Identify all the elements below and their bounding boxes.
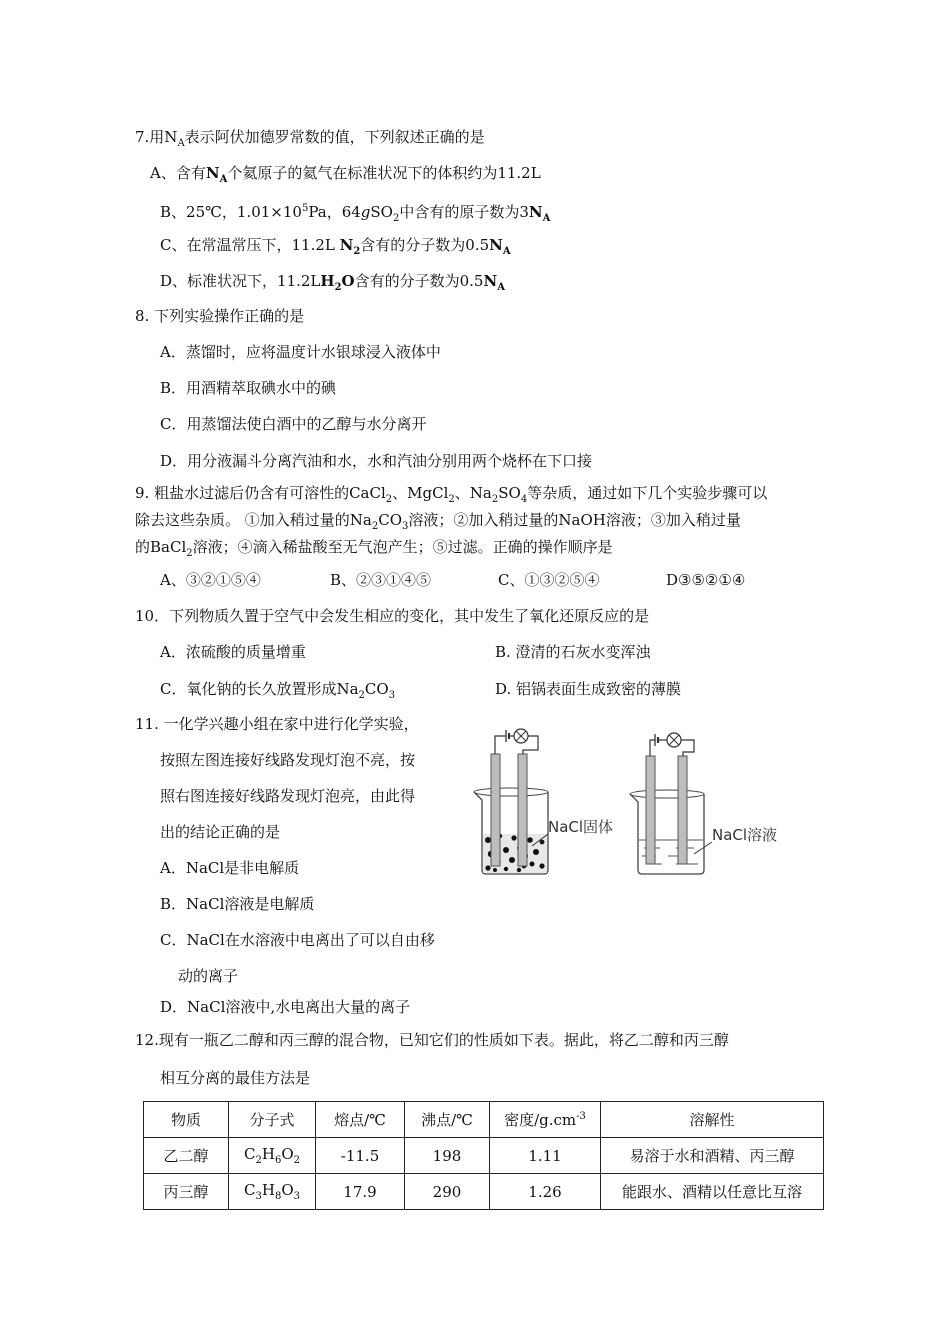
q9-option-d: D③⑤②①④ [666, 571, 746, 589]
cell-melting-point: -11.5 [316, 1138, 405, 1174]
table-header-row [144, 1102, 824, 1138]
q9-stem-line3: 的BaCl$_2$溶液；④滴入稀盐酸至无气泡产生；⑤过滤。正确的操作顺序是 [135, 538, 613, 559]
header-boiling-point: 沸点/℃ [405, 1102, 490, 1138]
cell-formula: $C_2H_6O_2$ [229, 1138, 316, 1174]
q7-option-a: A、含有$N_A$个氦原子的氦气在标准状况下的体积约为11.2L [150, 164, 541, 185]
label-nacl-solid: NaCl固体 [548, 818, 614, 836]
q10-option-b: B. 澄清的石灰水变浑浊 [495, 643, 651, 661]
q9-option-c: C、①③②⑤④ [498, 571, 600, 589]
header-solubility: 溶解性 [601, 1102, 824, 1138]
left-electrode-2 [518, 754, 527, 866]
cell-boiling-point: 198 [405, 1138, 490, 1174]
q11-option-b: B．NaCl溶液是电解质 [160, 895, 315, 913]
q8-option-c: C．用蒸馏法使白酒中的乙醇与水分离开 [160, 415, 427, 433]
q10-option-a: A．浓硫酸的质量增重 [160, 643, 306, 661]
cell-substance: 丙三醇 [144, 1174, 229, 1210]
left-electrode-1 [491, 754, 500, 866]
right-electrode-1 [646, 756, 655, 864]
cell-density: 1.11 [490, 1138, 601, 1174]
table-row [144, 1138, 824, 1174]
cell-melting-point: 17.9 [316, 1174, 405, 1210]
q11-option-d: D．NaCl溶液中,水电离出大量的离子 [160, 998, 411, 1016]
left-beaker-setup [474, 729, 613, 874]
q11-stem-line4: 出的结论正确的是 [160, 823, 281, 841]
q9-option-a: A、③②①⑤④ [160, 571, 261, 589]
q11-stem-line1: 11. 一化学兴趣小组在家中进行化学实验， [135, 715, 419, 733]
table-row [144, 1174, 824, 1210]
q8-option-a: A．蒸馏时，应将温度计水银球浸入液体中 [160, 343, 441, 361]
properties-table [143, 1101, 824, 1210]
q8-option-b: B．用酒精萃取碘水中的碘 [160, 379, 337, 397]
header-substance: 物质 [144, 1102, 229, 1138]
q7-stem: 7.用$N_A$表示阿伏加德罗常数的值，下列叙述正确的是 [135, 128, 485, 149]
right-electrode-2 [678, 756, 687, 864]
q8-stem: 8. 下列实验操作正确的是 [135, 307, 305, 325]
q7-option-d: D、标准状况下，$11.2LH_2O$含有的分子数为$0.5N_A$ [160, 272, 505, 293]
q11-stem-line3: 照右图连接好线路发现灯泡亮，由此得 [160, 787, 416, 805]
q11-stem-line2: 按照左图连接好线路发现灯泡不亮，按 [160, 751, 416, 769]
conductivity-experiment-diagram [462, 722, 792, 882]
cell-solubility: 易溶于水和酒精、丙三醇 [601, 1138, 824, 1174]
right-beaker-setup [630, 733, 777, 874]
q7-option-c: C、在常温常压下，11.2L $N_2$含有的分子数为$0.5N_A$ [160, 236, 511, 257]
q9-option-b: B、②③①④⑤ [330, 571, 432, 589]
bulb-on-icon [667, 733, 681, 747]
q7-option-b: B、25℃，$1.01\times 10^5Pa$，64gSO$_2$中含有的原子数为$3N_A$ [160, 203, 551, 224]
q10-option-d: D. 铝锅表面生成致密的薄膜 [495, 680, 682, 698]
q11-option-a: A．NaCl是非电解质 [160, 859, 300, 877]
q8-option-d: D．用分液漏斗分离汽油和水，水和汽油分别用两个烧杯在下口接 [160, 452, 593, 470]
cell-substance: 乙二醇 [144, 1138, 229, 1174]
q12-stem-line2: 相互分离的最佳方法是 [160, 1069, 311, 1087]
q9-stem-line2: 除去这些杂质。 ①加入稍过量的$Na_2CO_3$溶液；②加入稍过量的NaOH溶液；③加入稍过量 [135, 511, 741, 532]
q11-option-c-line1: C．NaCl在水溶液中电离出了可以自由移 [160, 931, 435, 949]
header-density: 密度$/g.cm^{-3}$ [490, 1102, 601, 1138]
header-melting-point: 熔点/℃ [316, 1102, 405, 1138]
q9-stem-line1: 9. 粗盐水过滤后仍含有可溶性的CaCl$_2$、MgCl$_2$、$Na_2SO_4$等杂质，通过如下几个实验步骤可以 [135, 484, 768, 505]
label-nacl-solution: NaCl溶液 [712, 826, 778, 844]
q12-stem-line1: 12.现有一瓶乙二醇和丙三醇的混合物，已知它们的性质如下表。据此，将乙二醇和丙三醇 [135, 1031, 729, 1049]
header-formula: 分子式 [229, 1102, 316, 1138]
cell-boiling-point: 290 [405, 1174, 490, 1210]
cell-density: 1.26 [490, 1174, 601, 1210]
cell-formula: $C_3H_8O_3$ [229, 1174, 316, 1210]
q11-option-c-line2: 动的离子 [178, 967, 239, 985]
q10-stem: 10．下列物质久置于空气中会发生相应的变化，其中发生了氧化还原反应的是 [135, 607, 650, 625]
bulb-off-icon [514, 729, 528, 743]
cell-solubility: 能跟水、酒精以任意比互溶 [601, 1174, 824, 1210]
q10-option-c: C．氧化钠的长久放置形成$Na_2CO_3$ [160, 680, 396, 701]
